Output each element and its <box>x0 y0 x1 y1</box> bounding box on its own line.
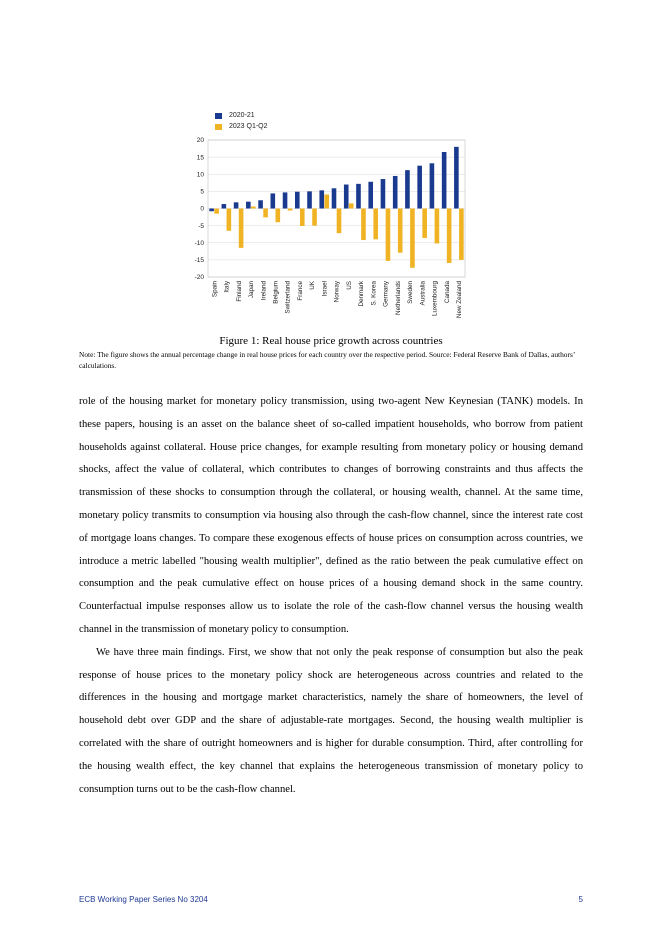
y-tick-label: -15 <box>194 257 204 265</box>
y-tick-label: 5 <box>200 188 204 196</box>
x-tick-label: Norway <box>333 281 341 303</box>
bar-2023-q1-q2 <box>276 209 281 223</box>
x-tick-label: Italy <box>223 281 231 293</box>
x-tick-label: Netherlands <box>394 281 402 315</box>
bar-2023-q1-q2 <box>447 209 452 263</box>
legend-swatch-yellow <box>215 124 222 130</box>
bar-2023-q1-q2 <box>227 209 232 231</box>
bar-2023-q1-q2 <box>361 209 366 241</box>
x-tick-label: S. Korea <box>370 281 378 306</box>
bar-2023-q1-q2 <box>435 209 440 244</box>
bar-2020-21 <box>209 209 214 212</box>
x-tick-label: Canada <box>443 281 451 304</box>
x-tick-label: Israel <box>321 281 329 297</box>
x-tick-label: France <box>296 281 304 301</box>
y-tick-label: -20 <box>194 274 204 282</box>
legend-item-2023 <box>215 121 268 132</box>
x-tick-label: Germany <box>382 281 390 307</box>
x-tick-label: Belgium <box>272 281 280 304</box>
x-tick-label: Luxembourg <box>431 281 439 317</box>
bar-2023-q1-q2 <box>373 209 378 240</box>
figure-note: Note: The figure shows the annual percentage change in real house prices for each country over the respective period. Source: Federal Reserve Bank of Dallas, authors’ calculations. <box>79 350 575 370</box>
bar-2020-21 <box>344 185 349 209</box>
x-tick-label: Ireland <box>260 281 268 301</box>
bar-2020-21 <box>368 182 373 209</box>
paragraph: role of the housing market for monetary policy transmission, using two-agent New Keynesian (TANK) models. In these papers, housing is an asset on the balance sheet of so-called impatient households, who borrow from patient households against collateral. House price changes, for example resulting from monetary policy or housing demand shocks, affect the value of collateral, which contributes to changes of borrowing constraints and thus affects the transmission of these shocks to consumption through the collateral, or housing wealth, channel. At the same time, monetary policy transmits to consumption via housing also through the cash-flow channel, since the interest rate cost of mortgage loans changes. To compare these exogenous effects of house prices on consumption across countries, we introduce a metric labelled "housing wealth multiplier", defined as the ratio between the peak cumulative effect on consumption and the peak cumulative effect on house prices of a housing demand shock in the same country. Counterfactual impulse responses allow us to isolate the role of the cash-flow channel versus the housing wealth channel in the transmission of monetary policy to consumption. <box>79 396 583 635</box>
bar-2023-q1-q2 <box>337 209 342 234</box>
bar-2020-21 <box>430 163 435 208</box>
legend-item-2020-21 <box>215 110 268 121</box>
bar-2023-q1-q2 <box>324 194 329 208</box>
bar-2020-21 <box>234 202 239 208</box>
body-text <box>79 391 583 801</box>
y-tick-label: 0 <box>200 205 204 213</box>
legend-label: 2023 Q1-Q2 <box>229 123 268 130</box>
x-tick-label: New Zealand <box>456 281 464 319</box>
bar-2023-q1-q2 <box>410 209 415 268</box>
x-tick-label: Switzerland <box>284 281 292 314</box>
x-tick-label: Finland <box>235 281 243 302</box>
bar-2023-q1-q2 <box>422 209 427 238</box>
bar-2020-21 <box>381 179 386 208</box>
bar-2020-21 <box>417 166 422 209</box>
x-tick-label: US <box>345 281 353 290</box>
bar-2023-q1-q2 <box>300 209 305 226</box>
x-tick-label: Australia <box>419 281 427 306</box>
bar-2023-q1-q2 <box>288 209 293 211</box>
bar-chart <box>190 108 480 333</box>
bar-2020-21 <box>356 184 361 209</box>
y-tick-label: 15 <box>196 154 204 162</box>
paragraph: We have three main findings. First, we show that not only the peak response of consumption but also the peak response of house prices to the monetary policy shock are heterogeneous across countries and related to the differences in the housing and mortgage market characteristics, namely the share of homeowners, the level of household debt over GDP and the share of adjustable-rate mortgages. Second, the housing wealth multiplier is correlated with the share of outright homeowners and is higher for durable consumption. Third, after controlling for the housing wealth effect, the key channel that explains the heterogeneous transmission of monetary policy to consumption turns out to be the cash-flow channel. <box>79 646 583 795</box>
figure-caption: Figure 1: Real house price growth across countries <box>219 335 443 347</box>
bar-2020-21 <box>442 152 447 209</box>
bar-2023-q1-q2 <box>239 209 244 248</box>
y-tick-label: -10 <box>194 239 204 247</box>
bar-2020-21 <box>246 202 251 209</box>
bar-2020-21 <box>222 204 227 208</box>
page-number: 5 <box>578 895 583 904</box>
bar-2020-21 <box>405 170 410 208</box>
bar-2020-21 <box>332 188 337 208</box>
bar-2023-q1-q2 <box>386 209 391 261</box>
bar-2020-21 <box>393 176 398 209</box>
x-tick-label: Sweden <box>407 281 415 304</box>
bar-2023-q1-q2 <box>251 206 256 208</box>
x-tick-label: Denmark <box>358 281 366 307</box>
chart-legend <box>215 110 268 132</box>
legend-swatch-blue <box>215 113 222 119</box>
bar-2020-21 <box>319 190 324 208</box>
bar-2023-q1-q2 <box>349 203 354 208</box>
bar-2023-q1-q2 <box>214 209 219 214</box>
y-tick-label: 20 <box>196 137 204 145</box>
bar-2020-21 <box>295 192 300 209</box>
bar-2020-21 <box>454 147 459 209</box>
bar-2023-q1-q2 <box>263 209 268 218</box>
x-tick-label: Spain <box>211 281 219 298</box>
footer-series: ECB Working Paper Series No 3204 <box>79 895 208 904</box>
bar-2023-q1-q2 <box>312 209 317 226</box>
bar-2020-21 <box>258 200 263 208</box>
y-tick-label: 10 <box>196 171 204 179</box>
bar-2023-q1-q2 <box>459 209 464 260</box>
bar-2020-21 <box>307 191 312 208</box>
bar-2020-21 <box>283 192 288 208</box>
chart-svg <box>190 108 480 333</box>
bar-2023-q1-q2 <box>398 209 403 253</box>
legend-label: 2020-21 <box>229 112 255 119</box>
x-tick-label: Japan <box>248 281 256 299</box>
x-tick-label: UK <box>309 281 317 290</box>
y-tick-label: -5 <box>198 222 204 230</box>
bar-2020-21 <box>271 193 276 208</box>
